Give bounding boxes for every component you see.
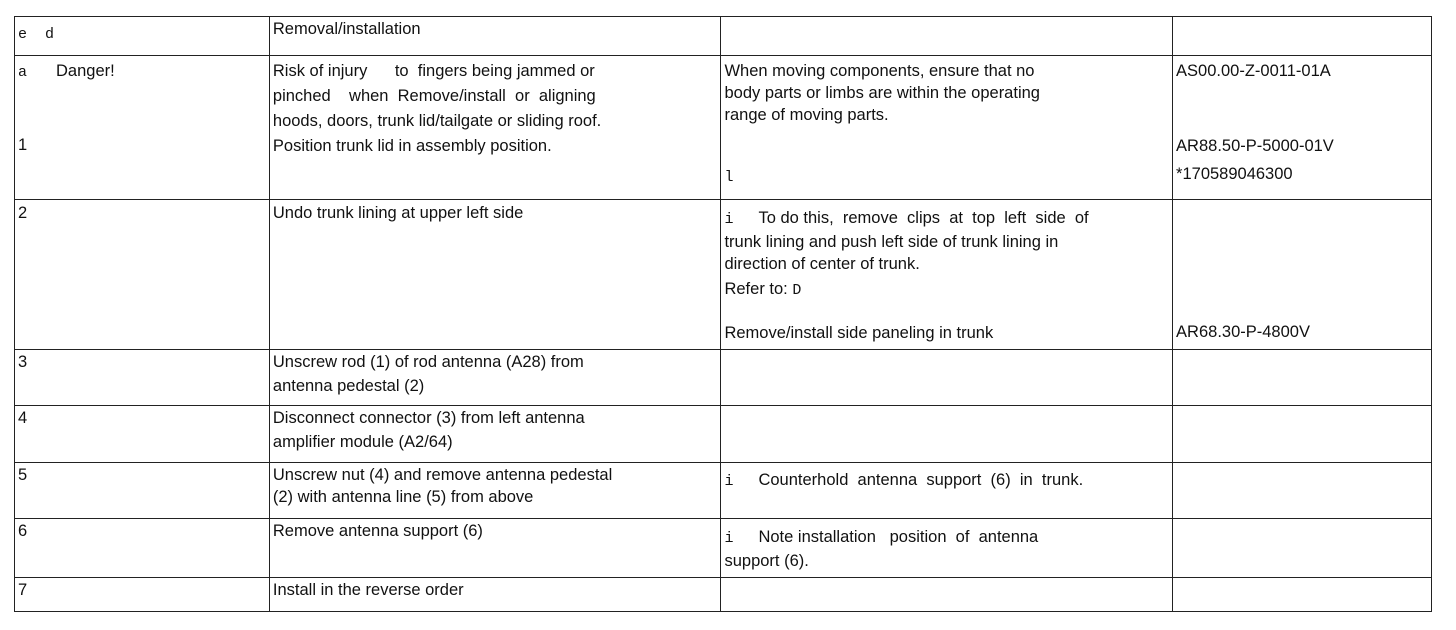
step-ref-cell: [1173, 200, 1432, 350]
step-note-cell: [721, 463, 1173, 519]
step-action-cell: [269, 200, 721, 350]
document-icon: D: [792, 282, 802, 299]
step-number: 5: [18, 466, 28, 484]
danger-note-cell: [721, 56, 1173, 200]
danger-icon: a: [18, 64, 28, 81]
step-action-cell: [269, 463, 721, 519]
step-number-cell: [15, 406, 270, 463]
note-text: direction of center of trunk.: [724, 255, 920, 273]
header-row: [15, 17, 1432, 56]
danger-risk-cell: [269, 56, 721, 200]
step-row-4: [15, 406, 1432, 463]
note-text: Counterhold antenna support (6) in trunk.: [758, 471, 1084, 489]
header-symbol-cell: [15, 17, 270, 56]
step-action: Unscrew rod (1) of rod antenna (A28) from: [272, 353, 584, 371]
step-action: (2) with antenna line (5) from above: [272, 488, 534, 506]
danger-step1-row: [15, 56, 1432, 200]
step-ref-cell: [1173, 578, 1432, 612]
danger-label: Danger!: [56, 62, 115, 80]
step-number: 4: [18, 409, 28, 427]
step-ref-cell: [1173, 406, 1432, 463]
step-action: amplifier module (A2/64): [272, 433, 453, 451]
step-action-cell: [269, 406, 721, 463]
header-empty-cell-2: [1173, 17, 1432, 56]
risk-text-line: Risk of injury to fingers being jammed or: [272, 62, 595, 80]
info-icon: i: [724, 211, 734, 228]
danger-reference: AS00.00-Z-0011-01A: [1176, 62, 1331, 80]
danger-note-line: When moving components, ensure that no: [724, 62, 1035, 80]
step-row-2: [15, 200, 1432, 350]
step-row-7: [15, 578, 1432, 612]
step-number-cell: [15, 519, 270, 578]
step-action-cell: [269, 519, 721, 578]
step-action-cell: [269, 350, 721, 406]
step-ref-cell: [1173, 463, 1432, 519]
info-note: [724, 469, 1169, 493]
step-note-cell: [721, 519, 1173, 578]
step-action: Remove antenna support (6): [272, 522, 483, 540]
danger-note-line: body parts or limbs are within the operating: [724, 84, 1040, 102]
step-action-cell: [269, 578, 721, 612]
risk-text-line: pinched when Remove/install or aligning: [272, 87, 596, 105]
note-text: Note installation position of antenna: [758, 528, 1039, 546]
step-action: Position trunk lid in assembly position.: [272, 137, 552, 155]
info-icon: i: [724, 473, 734, 490]
refer-label: Refer to:: [724, 280, 788, 298]
step-reference[interactable]: AR68.30-P-4800V: [1176, 323, 1310, 341]
procedure-table: [14, 16, 1432, 612]
note-text: To do this, remove clips at top left side of: [758, 209, 1089, 227]
step-action: Disconnect connector (3) from left antenna: [272, 409, 585, 427]
info-note: [724, 207, 1169, 231]
step-note-cell: [721, 578, 1173, 612]
danger-note-line: range of moving parts.: [724, 106, 889, 124]
step-number: 6: [18, 522, 28, 540]
step1-note-icon: l: [724, 169, 734, 186]
step-action: antenna pedestal (2): [272, 377, 425, 395]
step-number: 3: [18, 353, 28, 371]
step-action: Unscrew nut (4) and remove antenna pedestal: [272, 466, 613, 484]
danger-label-cell: [15, 56, 270, 200]
step-number: 1: [18, 136, 28, 154]
step-note-cell: [721, 406, 1173, 463]
step-row-3: [15, 350, 1432, 406]
step-action: Undo trunk lining at upper left side: [272, 204, 524, 222]
section-title: Removal/installation: [272, 20, 421, 38]
step-ref-cell: [1173, 350, 1432, 406]
header-empty-cell: [721, 17, 1173, 56]
step-number-cell: [15, 578, 270, 612]
step1-reference-code: *170589046300: [1176, 165, 1293, 183]
info-icon: i: [724, 530, 734, 547]
step-ref-cell: [1173, 519, 1432, 578]
refer-link-text[interactable]: Remove/install side paneling in trunk: [724, 324, 994, 342]
step-note-cell: [721, 200, 1173, 350]
step-number: 2: [18, 204, 28, 222]
note-text: trunk lining and push left side of trunk lining in: [724, 233, 1059, 251]
header-title-cell: [269, 17, 721, 56]
info-note: [724, 526, 1169, 550]
step-number-cell: [15, 350, 270, 406]
step-number-cell: [15, 200, 270, 350]
note-text: support (6).: [724, 552, 809, 570]
step-row-5: [15, 463, 1432, 519]
step-row-6: [15, 519, 1432, 578]
refer-to: [724, 278, 1169, 302]
danger-warning: [18, 60, 266, 84]
step1-reference: AR88.50-P-5000-01V: [1176, 137, 1334, 155]
danger-ref-cell: [1173, 56, 1432, 200]
step-note-cell: [721, 350, 1173, 406]
step-number-cell: [15, 463, 270, 519]
step-number: 7: [18, 581, 28, 599]
risk-text-line: hoods, doors, trunk lid/tailgate or sliding roof.: [272, 112, 602, 130]
step-action: Install in the reverse order: [272, 581, 464, 599]
header-symbols: e d: [18, 26, 55, 43]
